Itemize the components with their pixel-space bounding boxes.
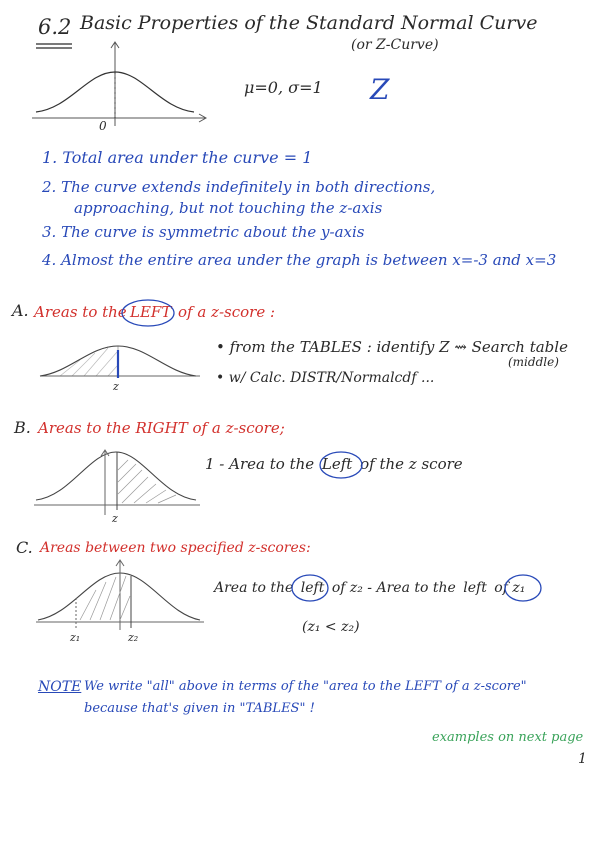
property-2-continued: approaching, but not touching the z-axis (74, 199, 383, 217)
section-a-heading-pre: Areas to the (34, 303, 127, 321)
section-c-heading: Areas between two specified z-scores: (40, 540, 311, 556)
page-number: 1 (578, 751, 587, 767)
note-line-2: because that's given in "TABLES" ! (84, 701, 315, 716)
section-b-rule-circled: Left (321, 455, 353, 473)
curve-zero-label: 0 (99, 119, 107, 133)
section-b-letter: B. (14, 418, 31, 437)
section-c-condition: (z₁ < z₂) (302, 619, 360, 635)
section-b-heading: Areas to the RIGHT of a z-score; (38, 419, 285, 437)
section-c-letter: C. (16, 538, 33, 557)
examples-next-page: examples on next page (432, 730, 584, 745)
z2-label: z₂ (128, 631, 139, 644)
z1-label: z₁ (70, 631, 81, 644)
note-line-1: We write "all" above in terms of the "area to the LEFT of a z-score" (84, 679, 527, 694)
z-symbol: Z (370, 73, 390, 106)
section-number: 6.2 (38, 15, 72, 39)
right-z-label: z (112, 512, 118, 525)
property-4: 4. Almost the entire area under the graph is between x=-3 and x=3 (42, 251, 557, 269)
property-2: 2. The curve extends indefinitely in both directions, (42, 178, 436, 196)
bullet-tables-note: (middle) (508, 355, 559, 369)
section-c-rule: Area to the left of z₂ - Area to the left of z₁ (214, 580, 526, 596)
property-1: 1. Total area under the curve = 1 (42, 148, 313, 167)
section-a-heading-circled: LEFT (130, 303, 172, 321)
page-subtitle: (or Z-Curve) (351, 37, 439, 53)
note-label: NOTE (38, 679, 82, 695)
bullet-tables: • from the TABLES : identify Z ⇝ Search table (216, 338, 568, 356)
page-title: Basic Properties of the Standard Normal Curve (80, 12, 538, 34)
section-a-letter: A. (12, 301, 29, 320)
property-3: 3. The curve is symmetric about the y-axis (42, 223, 365, 241)
section-a-heading-post: of a z-score : (178, 303, 276, 321)
mu-sigma: μ=0, σ=1 (244, 78, 323, 97)
section-c-circled-2: left (463, 580, 487, 596)
bullet-calc: • w/ Calc. DISTR/Normalcdf ... (216, 370, 435, 386)
section-c-circled-1: left (300, 580, 325, 596)
section-b-rule: 1 - Area to the Left of the z score (205, 455, 463, 473)
left-z-label: z (113, 380, 119, 393)
